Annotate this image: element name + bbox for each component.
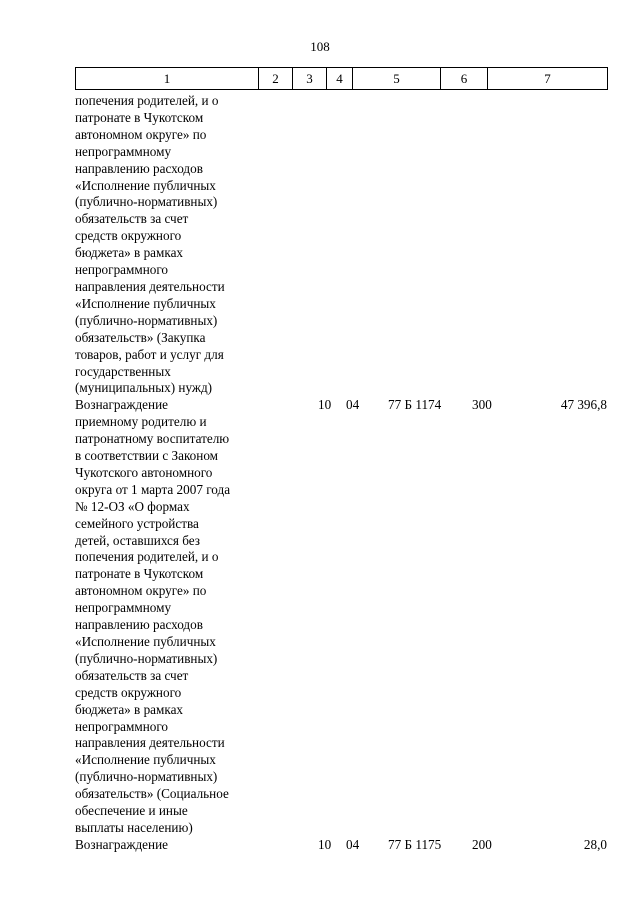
description-line: «Исполнение публичных (75, 295, 216, 311)
description-line: обеспечение и иные (75, 803, 188, 819)
column-header-row (76, 68, 608, 90)
section-code: 10 (318, 836, 332, 852)
description-line: приемному родителю и (75, 414, 207, 430)
description-line: в соответствии с Законом (75, 448, 219, 464)
description-line: патронатному воспитателю (75, 431, 230, 447)
page-number: 108 (310, 39, 330, 54)
description-line: «Исполнение публичных (75, 177, 216, 193)
description-line: направления деятельности (75, 735, 225, 751)
description-line: бюджета» в рамках (75, 245, 184, 261)
description-line: округа от 1 марта 2007 года (75, 481, 231, 497)
table-row (75, 397, 607, 837)
description-line: попечения родителей, и о (75, 549, 219, 565)
description-line: непрограммному (75, 143, 172, 159)
description-line: (публично-нормативных) (75, 769, 218, 785)
description-line: выплаты населению) (75, 819, 193, 835)
subsection-code: 04 (346, 836, 360, 852)
column-header: 2 (259, 68, 293, 90)
description-line: бюджета» в рамках (75, 701, 184, 717)
description-line: непрограммного (75, 718, 169, 734)
description-line: непрограммного (75, 262, 169, 278)
column-header: 3 (293, 68, 327, 90)
description-line: семейного устройства (75, 515, 199, 531)
description-line: государственных (75, 363, 171, 379)
description-line: (муниципальных) нужд) (75, 380, 213, 396)
column-header: 6 (441, 68, 488, 90)
description-line: обязательств за счет (75, 211, 189, 227)
description-line: Вознаграждение (75, 836, 169, 852)
column-header: 4 (327, 68, 353, 90)
column-header: 1 (76, 68, 259, 90)
description-line: обязательств» (Социальное (75, 786, 229, 802)
row-description (75, 93, 261, 397)
column-header: 7 (488, 68, 608, 90)
expense-type-code: 200 (472, 836, 492, 852)
description-line: обязательств за счет (75, 667, 189, 683)
description-line: автономном округе» по (75, 126, 207, 142)
description-line: направления деятельности (75, 278, 225, 294)
description-line: детей, оставшихся без (75, 532, 201, 548)
column-header: 5 (353, 68, 441, 90)
description-line: «Исполнение публичных (75, 752, 216, 768)
table-row (75, 93, 607, 397)
expense-type-code: 300 (472, 397, 492, 413)
description-line: патронате в Чукотском (75, 566, 204, 582)
table-row (75, 837, 607, 854)
description-line: обязательств» (Закупка (75, 329, 206, 345)
table-body (75, 93, 607, 854)
description-line: непрограммному (75, 600, 172, 616)
target-article-code: 77 Б 1174 (388, 397, 442, 413)
description-line: средств окружного (75, 684, 182, 700)
description-line: «Исполнение публичных (75, 634, 216, 649)
description-line: (публично-нормативных) (75, 194, 218, 210)
description-line: попечения родителей, и о (75, 93, 219, 108)
amount-value: 28,0 (583, 836, 607, 852)
description-line: автономном округе» по (75, 583, 207, 599)
description-line: товаров, работ и услуг для (75, 346, 224, 362)
description-line: (публично-нормативных) (75, 650, 218, 666)
target-article-code: 77 Б 1175 (388, 836, 442, 852)
description-line: № 12-ОЗ «О формах (75, 498, 190, 514)
description-line: (публично-нормативных) (75, 312, 218, 328)
description-line: направлению расходов (75, 160, 203, 176)
row-description (75, 837, 261, 854)
amount-value: 47 396,8 (560, 397, 607, 413)
subsection-code: 04 (346, 397, 360, 413)
description-line: средств окружного (75, 228, 182, 244)
section-code: 10 (318, 397, 332, 413)
description-line: патронате в Чукотском (75, 109, 204, 125)
description-line: Вознаграждение (75, 397, 169, 413)
row-description (75, 397, 261, 837)
description-line: Чукотского автономного (75, 464, 213, 480)
column-header-table (75, 67, 608, 90)
description-line: направлению расходов (75, 617, 203, 633)
